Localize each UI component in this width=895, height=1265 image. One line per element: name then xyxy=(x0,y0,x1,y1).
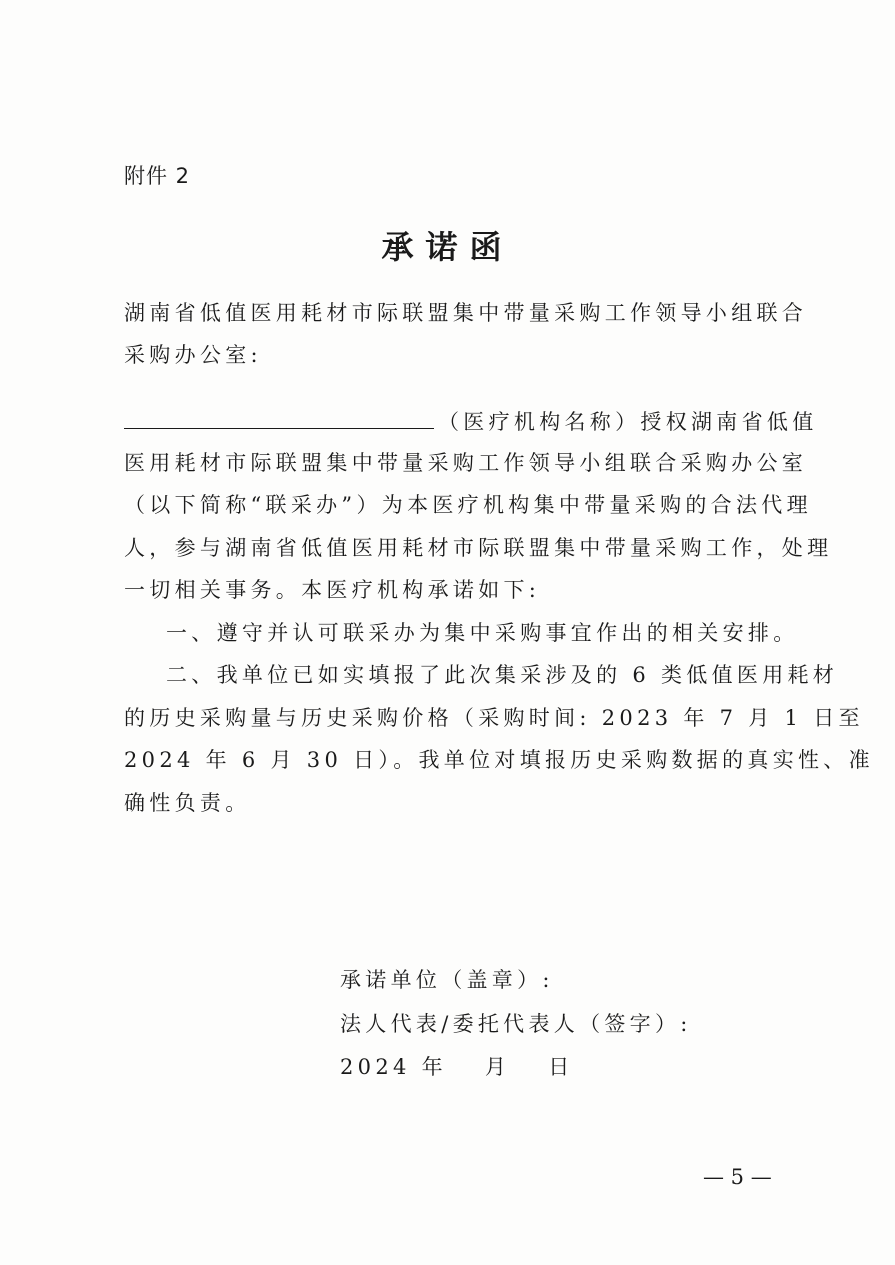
institution-name-blank xyxy=(124,406,434,429)
commitment-item-2-line-4: 确性负责。 xyxy=(124,791,251,815)
body-line-3: （以下简称“联采办”）为本医疗机构集中带量采购的合法代理 xyxy=(124,493,812,517)
signature-unit-label: 承诺单位（盖章）: xyxy=(340,968,554,992)
body-line-4: 人，参与湖南省低值医用耗材市际联盟集中带量采购工作，处理 xyxy=(124,536,833,560)
signature-date xyxy=(340,1052,574,1082)
attachment-label: 附件 2 xyxy=(124,164,191,188)
signature-day: 日 xyxy=(548,1055,574,1079)
commitment-item-2-line-2: 的历史采购量与历史采购价格（采购时间: 2023 年 7 月 1 日至 xyxy=(124,706,864,730)
signature-rep-label: 法人代表/委托代表人（签字）: xyxy=(340,1012,692,1036)
commitment-item-1: 一、遵守并认可联采办为集中采购事宜作出的相关安排。 xyxy=(166,621,799,645)
commitment-item-2-line-1: 二、我单位已如实填报了此次集采涉及的 6 类低值医用耗材 xyxy=(166,663,839,687)
signature-year: 2024 年 xyxy=(340,1055,447,1079)
commitment-item-2-line-3: 2024 年 6 月 30 日）。我单位对填报历史采购数据的真实性、准 xyxy=(124,748,874,772)
body-line-2: 医用耗材市际联盟集中带量采购工作领导小组联合采购办公室 xyxy=(124,451,808,475)
signature-month: 月 xyxy=(484,1055,511,1079)
body-line-5: 一切相关事务。本医疗机构承诺如下: xyxy=(124,578,541,602)
page-number: — 5 — xyxy=(703,1165,772,1189)
page-title: 承诺函 xyxy=(381,228,514,266)
body-line-1 xyxy=(124,406,818,437)
body-line-1-text: （医疗机构名称）授权湖南省低值 xyxy=(438,410,818,434)
addressee-line-1: 湖南省低值医用耗材市际联盟集中带量采购工作领导小组联合 xyxy=(124,301,808,325)
addressee-line-2: 采购办公室: xyxy=(124,343,262,367)
